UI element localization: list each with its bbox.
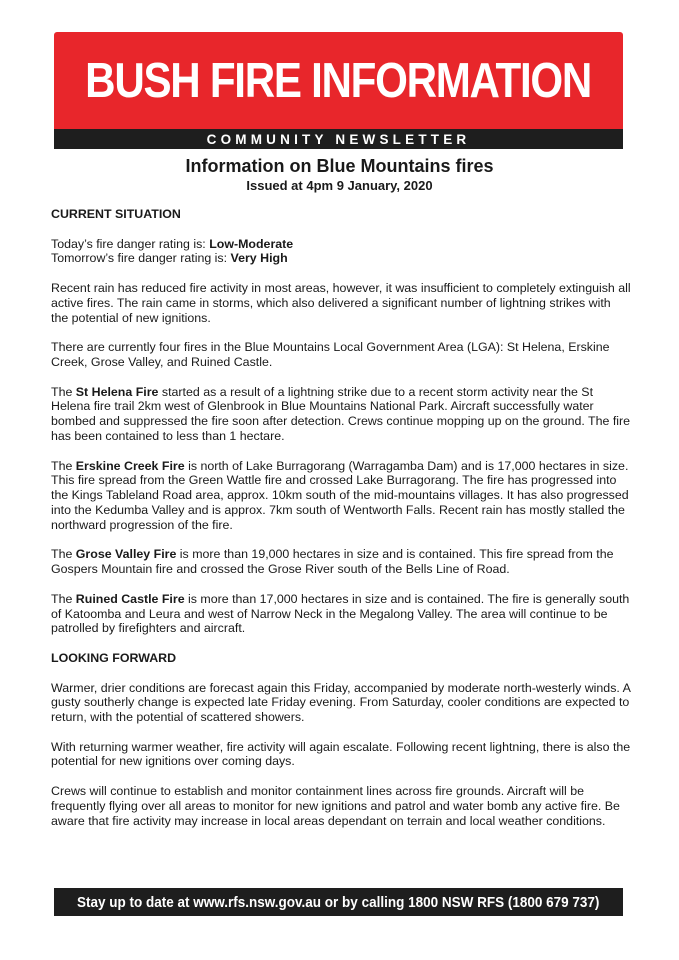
fire-text-prefix: The	[51, 384, 76, 399]
looking-forward-heading: LOOKING FORWARD	[51, 650, 177, 665]
newsletter-body	[51, 207, 631, 843]
issue-date: Issued at 4pm 9 January, 2020	[246, 178, 433, 193]
fire-paragraph-grose-valley	[51, 547, 631, 577]
fire-paragraph-erskine-creek	[51, 459, 631, 533]
fire-text-prefix: The	[51, 591, 76, 606]
today-rating-value: Low-Moderate	[209, 236, 294, 251]
fires-overview-paragraph: There are currently four fires in the Blue Mountains Local Government Area (LGA): St Helena, Erskine Creek, Grose Valley, and Ruined Castle.	[51, 340, 610, 369]
crews-paragraph: Crews will continue to establish and monitor containment lines across fire grounds. Aircraft will be frequently flying over all areas to monitor for new ignitions and patrol and water bomb any active fire. Be aware that fire activity may increase in local areas dependant on terrain and local weather conditions.	[51, 784, 620, 828]
escalation-paragraph: With returning warmer weather, fire activity will again escalate. Following recent lightning, there is also the potential for new ignitions over coming days.	[51, 739, 631, 769]
fire-name: St Helena Fire	[75, 384, 159, 399]
fire-text-prefix: The	[51, 458, 76, 473]
tomorrow-rating-value: Very High	[230, 251, 288, 266]
fire-text-prefix: The	[51, 547, 76, 562]
forecast-paragraph: Warmer, drier conditions are forecast again this Friday, accompanied by moderate north-westerly winds. A gusty southerly change is expected late Friday evening. From Saturday, cooler conditions are expected to return, with the potential of scattered showers.	[51, 680, 631, 725]
footer-contact-text: Stay up to date at www.rfs.nsw.gov.au or by calling 1800 NSW RFS (1800 679 737)	[77, 893, 600, 911]
fire-paragraph-ruined-castle	[51, 592, 631, 636]
banner-title: BUSH FIRE INFORMATION	[85, 53, 592, 108]
tomorrow-rating-label: Tomorrow’s fire danger rating is:	[51, 251, 231, 266]
fire-name: Grose Valley Fire	[75, 547, 177, 562]
newsletter-banner	[54, 32, 623, 129]
danger-ratings	[51, 237, 631, 267]
fire-name: Ruined Castle Fire	[75, 591, 185, 606]
current-situation-heading: CURRENT SITUATION	[51, 207, 181, 221]
fire-text: is more than 17,000 hectares in size and is contained. The fire is generally south of Katoomba and Leura and west of Narrow Neck in the Megalong Valley. The area will continue to be patrolled by firefighters and aircraft.	[51, 591, 630, 636]
community-newsletter-band: COMMUNITY NEWSLETTER	[54, 129, 623, 149]
document-title: Information on Blue Mountains fires	[185, 156, 494, 176]
fire-text: is more than 19,000 hectares in size and is contained. This fire spread from the Gospers Mountain fire and crossed the Grose River south of the Bells Line of Road.	[51, 547, 614, 577]
fire-text: started as a result of a lightning strike due to a recent storm activity near the St Helena fire trail 2km west of Glenbrook in Blue Mountains National Park. Aircraft successfully water bombed and suppressed the fire soon after detection. Crews continue mopping up on the ground. The fire has been contained to less than 1 hectare.	[51, 384, 631, 443]
fire-paragraph-st-helena	[51, 385, 631, 444]
fire-name: Erskine Creek Fire	[75, 458, 185, 473]
today-rating-label: Today’s fire danger rating is:	[51, 236, 210, 251]
fire-text: is north of Lake Burragorang (Warragamba Dam) and is 17,000 hectares in size. This fire spread from the Green Wattle fire and crossed Lake Burragorang. The fire has progressed into the Kings Tableland Road area, approx. 10km south of the mid-mountains villages. It has also progressed into the Kedumba Valley and is approx. 7km south of Wentworth Falls. Recent rain has mostly stalled the northward progression of the fire.	[51, 458, 629, 532]
footer-contact-bar	[54, 888, 623, 916]
situation-paragraph: Recent rain has reduced fire activity in most areas, however, it was insufficient to completely extinguish all active fires. The rain came in storms, which also delivered a significant number of lightning strikes with the potential of new ignitions.	[51, 280, 631, 325]
